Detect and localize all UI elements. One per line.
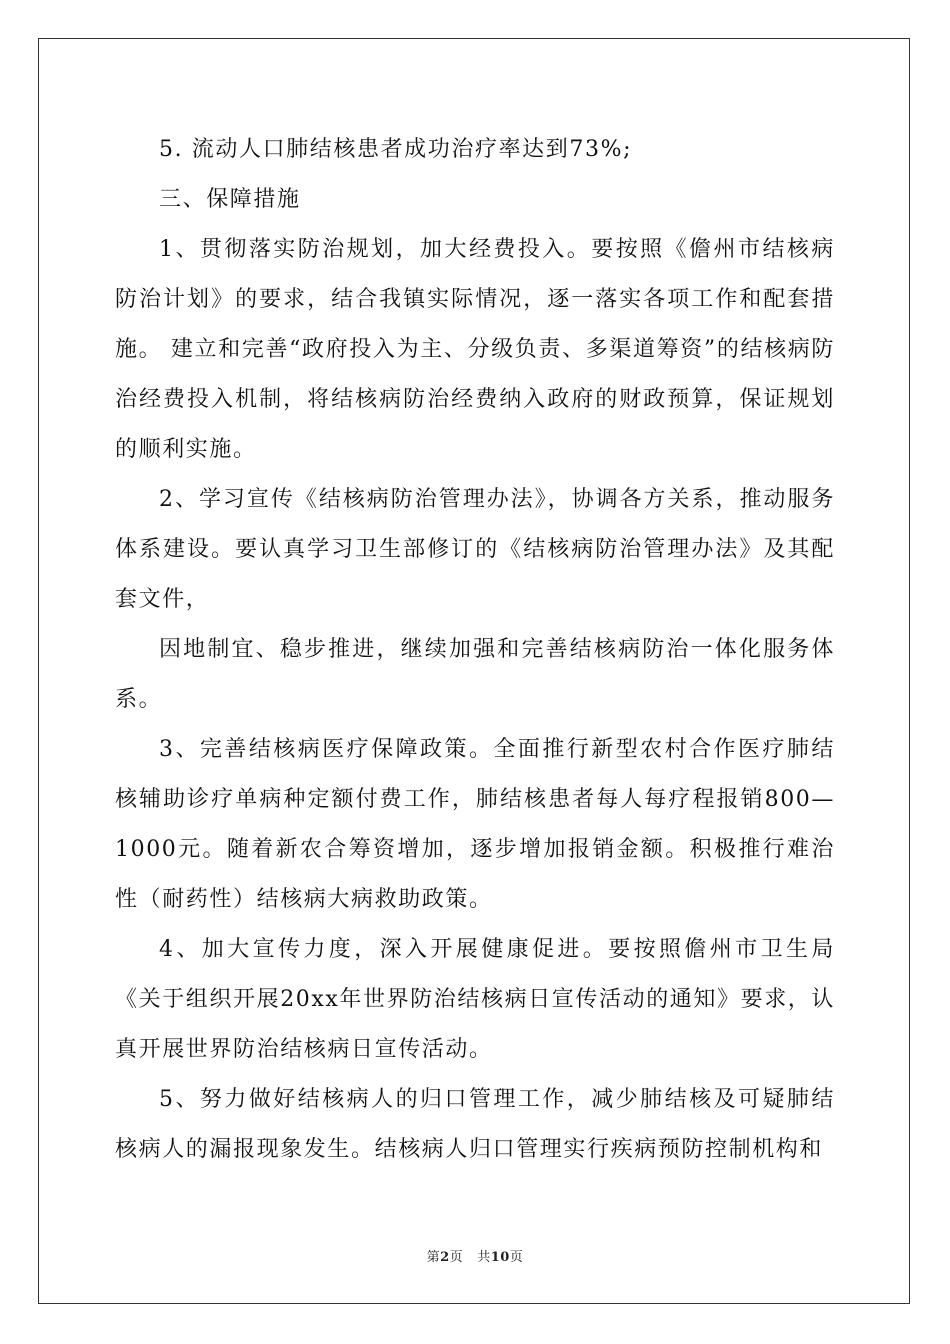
paragraph-measure-2-continued: 因地制宜、稳步推进，继续加强和完善结核病防治一体化服务体系。 [115, 637, 835, 712]
page-current: 2 [440, 1250, 450, 1265]
total-suffix: 页 [509, 1250, 524, 1265]
paragraph-measure-2: 2、学习宣传《结核病防治管理办法》，协调各方关系，推动服务体系建设。要认真学习卫生部修订的《结核病防治管理办法》及其配套文件， [115, 487, 835, 612]
page-footer [0, 1246, 950, 1265]
paragraph-measure-5: 5、努力做好结核病人的归口管理工作，减少肺结核及可疑肺结核病人的漏报现象发生。结核病人归口管理实行疾病预防控制机构和 [115, 1087, 835, 1162]
paragraph-measure-3: 3、完善结核病医疗保障政策。全面推行新型农村合作医疗肺结核辅助诊疗单病种定额付费工作，肺结核患者每人每疗程报销800—1000元。随着新农合筹资增加，逐步增加报销金额。积极推行难治性（耐药性）结核病大病救助政策。 [115, 737, 835, 912]
section-heading-safeguards: 三、保障措施 [159, 187, 301, 212]
page-prefix: 第 [426, 1250, 441, 1265]
paragraph-target-5: 5. 流动人口肺结核患者成功治疗率达到73%; [159, 137, 633, 162]
document-body [115, 125, 835, 1175]
page-total: 10 [490, 1250, 510, 1265]
paragraph-measure-4: 4、加大宣传力度，深入开展健康促进。要按照儋州市卫生局《关于组织开展20xx年世界防治结核病日宣传活动的通知》要求，认真开展世界防治结核病日宣传活动。 [115, 937, 836, 1062]
total-prefix: 共 [477, 1250, 491, 1265]
page-suffix: 页 [449, 1250, 464, 1265]
paragraph-measure-1: 1、贯彻落实防治规划，加大经费投入。要按照《儋州市结核病防治计划》的要求，结合我镇实际情况，逐一落实各项工作和配套措施。 建立和完善“政府投入为主、分级负责、多渠道筹资”的结核病防治经费投入机制，将结核病防治经费纳入政府的财政预算，保证规划的顺利实施。 [115, 237, 835, 462]
